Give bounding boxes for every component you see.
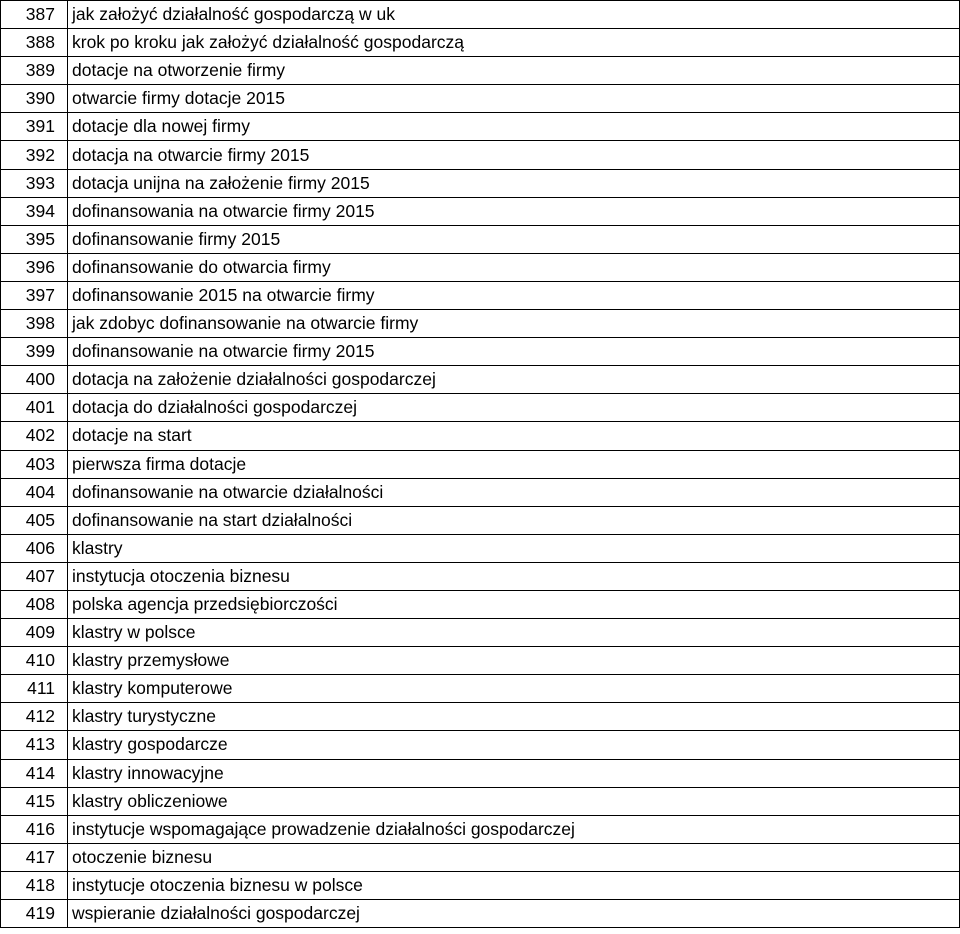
- row-number-cell[interactable]: 397: [1, 281, 68, 309]
- row-number-cell[interactable]: 409: [1, 619, 68, 647]
- table-row: [1, 675, 960, 703]
- keyword-cell[interactable]: klastry komputerowe: [68, 675, 960, 703]
- keyword-cell[interactable]: dotacja do działalności gospodarczej: [68, 394, 960, 422]
- row-number-cell[interactable]: 394: [1, 197, 68, 225]
- row-number-cell[interactable]: 405: [1, 506, 68, 534]
- keyword-cell[interactable]: dofinansowanie firmy 2015: [68, 225, 960, 253]
- row-number-cell[interactable]: 408: [1, 590, 68, 618]
- keyword-cell[interactable]: dofinansowanie na otwarcie firmy 2015: [68, 338, 960, 366]
- table-row: [1, 590, 960, 618]
- row-number-cell[interactable]: 400: [1, 366, 68, 394]
- table-row: [1, 731, 960, 759]
- keyword-cell[interactable]: instytucje wspomagające prowadzenie działalności gospodarczej: [68, 815, 960, 843]
- row-number-cell[interactable]: 388: [1, 29, 68, 57]
- keyword-cell[interactable]: jak założyć działalność gospodarczą w uk: [68, 1, 960, 29]
- table-row: [1, 871, 960, 899]
- table-row: [1, 450, 960, 478]
- row-number-cell[interactable]: 417: [1, 843, 68, 871]
- table-row: [1, 113, 960, 141]
- keyword-cell[interactable]: klastry przemysłowe: [68, 647, 960, 675]
- table-row: [1, 478, 960, 506]
- table-row: [1, 197, 960, 225]
- table-row: [1, 422, 960, 450]
- keyword-cell[interactable]: dofinansowanie 2015 na otwarcie firmy: [68, 281, 960, 309]
- row-number-cell[interactable]: 393: [1, 169, 68, 197]
- table-row: [1, 225, 960, 253]
- row-number-cell[interactable]: 414: [1, 759, 68, 787]
- table-row: [1, 57, 960, 85]
- table-row: [1, 394, 960, 422]
- table-row: [1, 703, 960, 731]
- keyword-cell[interactable]: klastry: [68, 534, 960, 562]
- row-number-cell[interactable]: 419: [1, 900, 68, 928]
- keyword-cell[interactable]: pierwsza firma dotacje: [68, 450, 960, 478]
- keyword-cell[interactable]: instytucja otoczenia biznesu: [68, 562, 960, 590]
- table-row: [1, 169, 960, 197]
- keyword-cell[interactable]: dotacja unijna na założenie firmy 2015: [68, 169, 960, 197]
- row-number-cell[interactable]: 390: [1, 85, 68, 113]
- keyword-cell[interactable]: dotacje na otworzenie firmy: [68, 57, 960, 85]
- keyword-cell[interactable]: dotacja na założenie działalności gospodarczej: [68, 366, 960, 394]
- table-row: [1, 29, 960, 57]
- keyword-cell[interactable]: dotacja na otwarcie firmy 2015: [68, 141, 960, 169]
- row-number-cell[interactable]: 410: [1, 647, 68, 675]
- table-row: [1, 141, 960, 169]
- row-number-cell[interactable]: 392: [1, 141, 68, 169]
- table-row: [1, 562, 960, 590]
- keyword-cell[interactable]: klastry obliczeniowe: [68, 787, 960, 815]
- keyword-table-body: [1, 1, 960, 928]
- keyword-cell[interactable]: klastry w polsce: [68, 619, 960, 647]
- keyword-cell[interactable]: dofinansowanie do otwarcia firmy: [68, 253, 960, 281]
- row-number-cell[interactable]: 396: [1, 253, 68, 281]
- row-number-cell[interactable]: 387: [1, 1, 68, 29]
- table-row: [1, 815, 960, 843]
- table-row: [1, 534, 960, 562]
- table-row: [1, 787, 960, 815]
- keyword-cell[interactable]: instytucje otoczenia biznesu w polsce: [68, 871, 960, 899]
- row-number-cell[interactable]: 407: [1, 562, 68, 590]
- row-number-cell[interactable]: 398: [1, 310, 68, 338]
- row-number-cell[interactable]: 395: [1, 225, 68, 253]
- keyword-cell[interactable]: otwarcie firmy dotacje 2015: [68, 85, 960, 113]
- table-row: [1, 253, 960, 281]
- row-number-cell[interactable]: 406: [1, 534, 68, 562]
- row-number-cell[interactable]: 403: [1, 450, 68, 478]
- row-number-cell[interactable]: 404: [1, 478, 68, 506]
- row-number-cell[interactable]: 416: [1, 815, 68, 843]
- table-row: [1, 900, 960, 928]
- keyword-cell[interactable]: klastry innowacyjne: [68, 759, 960, 787]
- table-row: [1, 310, 960, 338]
- row-number-cell[interactable]: 391: [1, 113, 68, 141]
- keyword-cell[interactable]: dofinansowanie na otwarcie działalności: [68, 478, 960, 506]
- keyword-cell[interactable]: dotacje na start: [68, 422, 960, 450]
- row-number-cell[interactable]: 415: [1, 787, 68, 815]
- keyword-cell[interactable]: jak zdobyc dofinansowanie na otwarcie firmy: [68, 310, 960, 338]
- keyword-cell[interactable]: wspieranie działalności gospodarczej: [68, 900, 960, 928]
- keyword-cell[interactable]: dofinansowanie na start działalności: [68, 506, 960, 534]
- keyword-cell[interactable]: krok po kroku jak założyć działalność gospodarczą: [68, 29, 960, 57]
- table-row: [1, 843, 960, 871]
- keyword-cell[interactable]: dotacje dla nowej firmy: [68, 113, 960, 141]
- table-row: [1, 759, 960, 787]
- row-number-cell[interactable]: 411: [1, 675, 68, 703]
- row-number-cell[interactable]: 402: [1, 422, 68, 450]
- table-row: [1, 1, 960, 29]
- keyword-cell[interactable]: dofinansowania na otwarcie firmy 2015: [68, 197, 960, 225]
- row-number-cell[interactable]: 401: [1, 394, 68, 422]
- keyword-cell[interactable]: klastry turystyczne: [68, 703, 960, 731]
- row-number-cell[interactable]: 412: [1, 703, 68, 731]
- keyword-cell[interactable]: otoczenie biznesu: [68, 843, 960, 871]
- row-number-cell[interactable]: 418: [1, 871, 68, 899]
- row-number-cell[interactable]: 399: [1, 338, 68, 366]
- table-row: [1, 366, 960, 394]
- row-number-cell[interactable]: 413: [1, 731, 68, 759]
- table-row: [1, 647, 960, 675]
- keyword-cell[interactable]: klastry gospodarcze: [68, 731, 960, 759]
- table-row: [1, 281, 960, 309]
- table-row: [1, 85, 960, 113]
- table-row: [1, 619, 960, 647]
- keyword-cell[interactable]: polska agencja przedsiębiorczości: [68, 590, 960, 618]
- row-number-cell[interactable]: 389: [1, 57, 68, 85]
- table-row: [1, 338, 960, 366]
- table-row: [1, 506, 960, 534]
